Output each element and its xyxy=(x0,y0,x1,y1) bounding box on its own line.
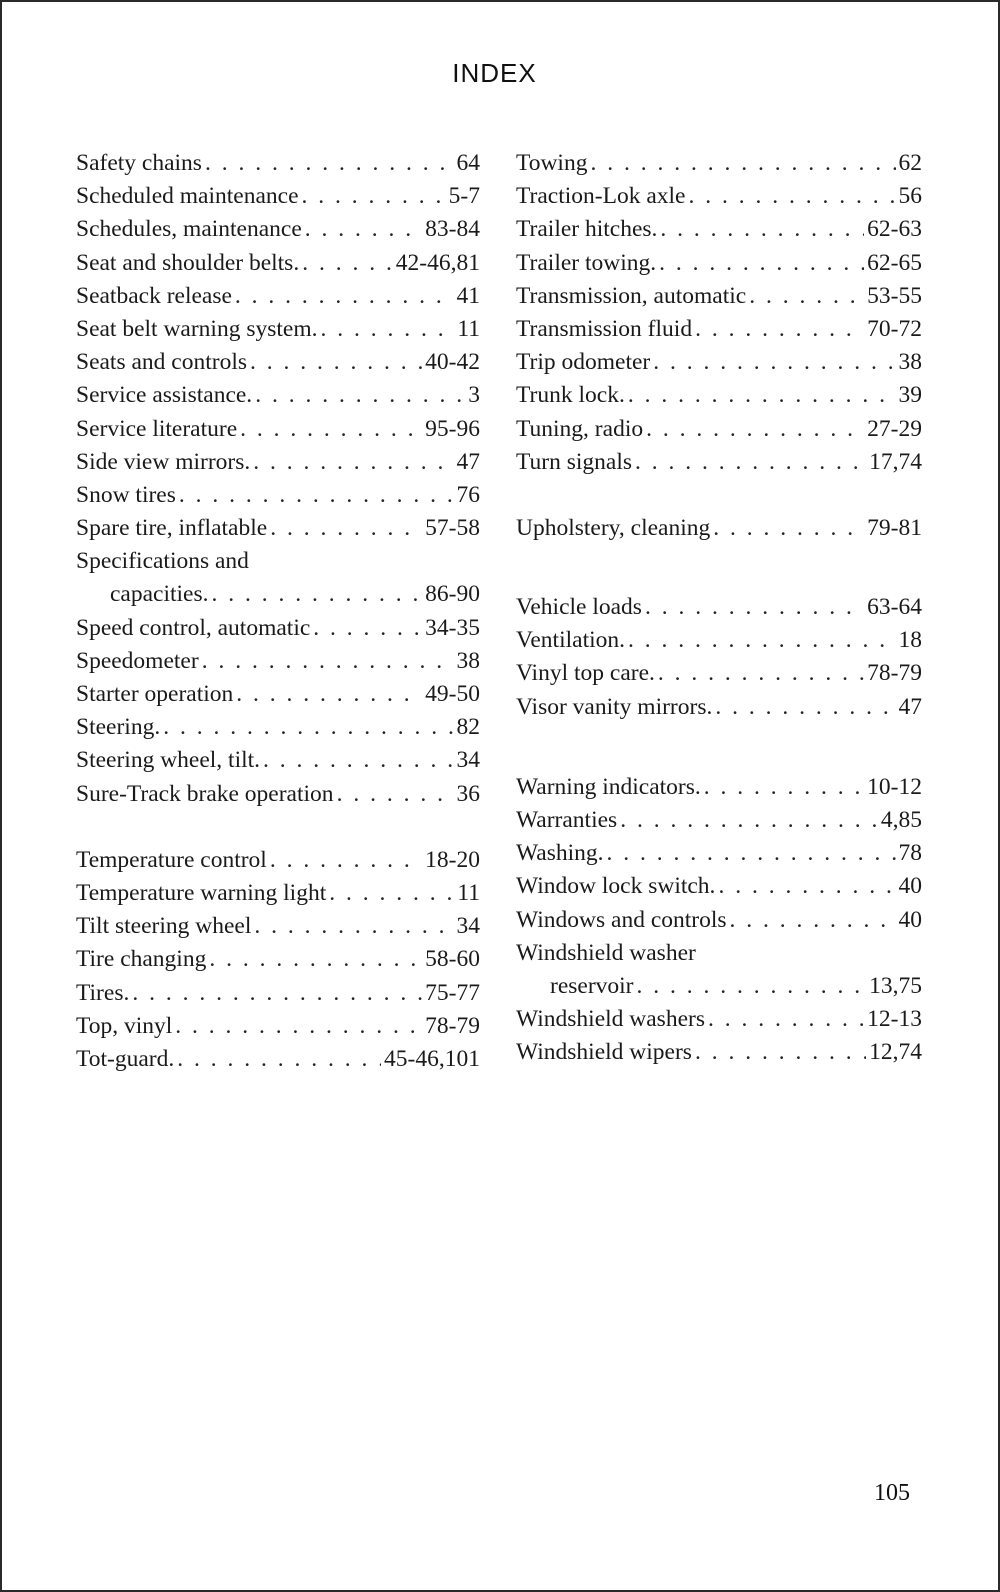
index-group xyxy=(516,1003,922,1069)
index-entry-pages: 12,74 xyxy=(869,1039,922,1066)
index-entry-pages: 79-81 xyxy=(867,514,922,541)
dot-leader xyxy=(645,591,864,624)
index-entry-pages: 27-29 xyxy=(867,415,922,442)
index-entry-pages: 45-46,101 xyxy=(384,1045,480,1072)
index-entry xyxy=(516,446,922,479)
index-entry-term: Windows and controls xyxy=(516,906,727,933)
index-entry xyxy=(516,180,922,213)
index-entry-pages: 47 xyxy=(456,448,480,475)
dot-leader xyxy=(205,147,454,180)
group-spacer xyxy=(516,724,922,771)
index-entry xyxy=(516,624,922,657)
index-entry-pages: 57-58 xyxy=(425,515,480,542)
index-entry xyxy=(76,844,480,877)
index-entry-term: Temperature control xyxy=(76,846,267,873)
index-entry xyxy=(76,446,480,479)
index-entry-pages: 86-90 xyxy=(425,581,480,608)
index-entry xyxy=(76,578,480,611)
index-entry-term: reservoir xyxy=(550,972,634,999)
index-entry xyxy=(76,678,480,711)
index-entry-term: Vinyl top care. xyxy=(516,660,655,687)
dot-leader xyxy=(660,213,864,246)
index-entry-pages: 34 xyxy=(456,913,480,940)
index-entry xyxy=(76,711,480,744)
index-entry xyxy=(76,943,480,976)
index-entry-term: Windshield washers xyxy=(516,1006,705,1033)
index-entry-term: Temperature warning light xyxy=(76,879,327,906)
index-entry-pages: 83-84 xyxy=(425,216,480,243)
dot-leader xyxy=(253,446,453,479)
index-entry xyxy=(76,1010,480,1043)
index-entry-term: Windshield wipers xyxy=(516,1039,692,1066)
dot-leader xyxy=(607,837,896,870)
index-entry xyxy=(516,1036,922,1069)
index-entry-pages: 42-46,81 xyxy=(395,249,480,276)
dot-leader xyxy=(590,147,895,180)
index-entry xyxy=(76,147,480,180)
index-entry-term: Tot-guard. xyxy=(76,1045,175,1072)
index-entry-pages: 18-20 xyxy=(425,846,480,873)
index-entry-term: Seatback release xyxy=(76,282,232,309)
dot-leader xyxy=(658,657,864,690)
index-entry-pages: 40 xyxy=(898,873,922,900)
dot-leader xyxy=(718,870,895,903)
dot-leader xyxy=(313,612,422,645)
index-entry-term: Side view mirrors. xyxy=(76,448,251,475)
index-entry-pages: 12-13 xyxy=(867,1006,922,1033)
dot-leader xyxy=(329,877,454,910)
index-entry-term: Vehicle loads xyxy=(516,594,642,621)
group-spacer xyxy=(76,811,480,844)
index-entry xyxy=(76,280,480,313)
index-entry-term: Service literature xyxy=(76,415,238,442)
index-entry xyxy=(76,977,480,1010)
dot-leader xyxy=(179,479,454,512)
index-entry xyxy=(76,1043,480,1076)
index-entry xyxy=(76,910,480,943)
index-entry-term: Service assistance. xyxy=(76,382,253,409)
index-entry-term: Upholstery, cleaning xyxy=(516,514,711,541)
dot-leader xyxy=(704,771,864,804)
index-entry-term: Trunk lock. xyxy=(516,382,625,409)
index-entry xyxy=(516,512,922,545)
index-entry-pages: 78-79 xyxy=(867,660,922,687)
dot-leader xyxy=(620,804,878,837)
index-entry-pages: 63-64 xyxy=(867,594,922,621)
index-entry xyxy=(76,213,480,246)
index-entry-term: Window lock switch. xyxy=(516,873,716,900)
dot-leader xyxy=(209,943,422,976)
index-entry-term: Sure-Track brake operation xyxy=(76,780,334,807)
index-entry xyxy=(76,612,480,645)
dot-leader xyxy=(255,379,465,412)
dot-leader xyxy=(212,578,423,611)
index-entry-term: Scheduled maintenance xyxy=(76,183,299,210)
index-entry-pages: 49-50 xyxy=(425,681,480,707)
index-entry-term: Transmission fluid xyxy=(516,315,693,342)
index-entry-pages: 5-7 xyxy=(448,183,480,210)
page-number: 105 xyxy=(874,1480,910,1506)
index-entry xyxy=(516,771,922,804)
index-entry xyxy=(76,877,480,910)
index-entry-term: Washing. xyxy=(516,840,604,867)
index-entry-pages: 62-63 xyxy=(867,216,922,243)
index-entry xyxy=(76,180,480,213)
index-entry xyxy=(76,744,480,777)
index-entry xyxy=(76,413,480,446)
index-entry xyxy=(516,147,922,180)
dot-leader xyxy=(713,512,864,545)
index-entry xyxy=(516,247,922,280)
index-entry-pages: 34 xyxy=(456,747,480,774)
index-entry-pages: 40 xyxy=(898,906,922,933)
dot-leader xyxy=(250,346,422,379)
index-entry-pages: 64 xyxy=(456,150,480,176)
index-entry xyxy=(516,313,922,346)
dot-leader xyxy=(730,904,896,937)
index-entry-term: Windshield washer xyxy=(516,939,696,966)
index-entry-term: Ventilation. xyxy=(516,627,625,654)
index-entry-term: Seats and controls xyxy=(76,349,247,376)
index-entry-term: Visor vanity mirrors. xyxy=(516,693,713,720)
index-group xyxy=(516,591,922,724)
index-entry xyxy=(516,691,922,724)
group-spacer xyxy=(516,479,922,512)
index-entry xyxy=(516,1003,922,1036)
index-group xyxy=(516,512,922,545)
dot-leader xyxy=(628,379,896,412)
index-group xyxy=(76,147,480,545)
index-entry-term: Turn signals xyxy=(516,448,633,475)
index-entry xyxy=(76,313,480,346)
index-entry-term: capacities. xyxy=(110,581,209,608)
index-entry-term: Specifications and xyxy=(76,548,249,575)
index-entry-pages: 75-77 xyxy=(425,979,480,1006)
dot-leader xyxy=(202,645,454,678)
index-entry-pages: 95-96 xyxy=(425,415,480,442)
index-entry-pages: 82 xyxy=(456,714,480,741)
dot-leader xyxy=(270,512,422,545)
index-entry-pages: 13,75 xyxy=(869,972,922,999)
index-entry xyxy=(516,213,922,246)
index-entry-term: Steering wheel, tilt. xyxy=(76,747,261,774)
index-group xyxy=(76,844,480,1076)
index-entry-pages: 62-65 xyxy=(867,249,922,276)
index-entry xyxy=(516,970,922,1003)
index-entry xyxy=(516,346,922,379)
index-entry xyxy=(76,346,480,379)
index-entry xyxy=(516,804,922,837)
dot-leader xyxy=(337,778,454,811)
index-entry-pages: 78 xyxy=(898,840,922,867)
index-entry-pages: 70-72 xyxy=(867,315,922,342)
index-entry-pages: 34-35 xyxy=(425,614,480,641)
index-entry-pages: 39 xyxy=(898,382,922,409)
dot-leader xyxy=(628,624,896,657)
dot-leader xyxy=(715,691,895,724)
dot-leader xyxy=(175,1010,422,1043)
dot-leader xyxy=(177,1043,381,1076)
index-entry xyxy=(76,247,480,280)
index-entry xyxy=(76,479,480,512)
index-entry-pages: 10-12 xyxy=(867,773,922,800)
index-entry-term: Trailer hitches. xyxy=(516,216,658,243)
dot-leader xyxy=(695,313,864,346)
dot-leader xyxy=(320,313,454,346)
dot-leader xyxy=(302,247,393,280)
index-entry-term: Warning indicators. xyxy=(516,773,701,800)
dot-leader xyxy=(646,413,864,446)
index-entry-term: Speedometer xyxy=(76,647,199,674)
index-entry xyxy=(516,870,922,903)
index-entry-term: Top, vinyl xyxy=(76,1012,173,1039)
group-spacer xyxy=(516,545,922,591)
index-entry xyxy=(516,904,922,937)
index-entry-pages: 4,85 xyxy=(880,807,922,833)
index-entry-term: Starter operation xyxy=(76,681,234,707)
index-entry xyxy=(516,657,922,690)
dot-leader xyxy=(235,280,454,313)
index-entry-pages: 36 xyxy=(456,780,480,807)
index-entry-term: Trip odometer xyxy=(516,349,651,376)
index-entry-term: Schedules, maintenance xyxy=(76,216,302,243)
index-entry-pages: 11 xyxy=(457,315,480,342)
index-entry-pages: 41 xyxy=(456,282,480,309)
dot-leader xyxy=(708,1003,864,1036)
dot-leader xyxy=(236,678,422,711)
dot-leader xyxy=(305,213,422,246)
index-entry xyxy=(516,413,922,446)
index-entry-term: Seat belt warning system. xyxy=(76,315,318,342)
index-entry-term: Speed control, automatic xyxy=(76,614,311,641)
index-entry xyxy=(516,280,922,313)
index-entry xyxy=(76,645,480,678)
index-group xyxy=(76,612,480,811)
dot-leader xyxy=(659,247,864,280)
index-entry-term: Traction-Lok axle xyxy=(516,183,686,210)
index-entry-term: Safety chains xyxy=(76,150,202,176)
index-entry xyxy=(516,591,922,624)
dot-leader xyxy=(688,180,895,213)
index-entry-term: Warranties xyxy=(516,807,618,833)
index-entry-term: Tuning, radio xyxy=(516,415,644,442)
index-entry-pages: 11 xyxy=(457,879,480,906)
index-entry xyxy=(76,778,480,811)
index-entry-pages: 56 xyxy=(898,183,922,210)
index-entry-term: Steering. xyxy=(76,714,161,741)
dot-leader xyxy=(653,346,895,379)
index-entry-pages: 53-55 xyxy=(867,282,922,309)
dot-leader xyxy=(635,446,866,479)
index-column-right xyxy=(516,147,922,1070)
dot-leader xyxy=(254,910,453,943)
index-entry-term: Trailer towing. xyxy=(516,249,657,276)
index-entry-pages: 18 xyxy=(898,627,922,654)
index-group xyxy=(516,147,922,479)
index-title: INDEX xyxy=(452,58,537,88)
index-entry-pages: 17,74 xyxy=(869,448,922,475)
index-entry-pages: 78-79 xyxy=(425,1012,480,1039)
index-entry xyxy=(516,379,922,412)
index-entry-term: Seat and shoulder belts. xyxy=(76,249,300,276)
index-entry xyxy=(76,379,480,412)
index-entry-term: Towing xyxy=(516,150,588,176)
index-entry-pages: 38 xyxy=(898,349,922,376)
index-entry-term: Tire changing xyxy=(76,946,207,973)
dot-leader xyxy=(695,1036,866,1069)
dot-leader xyxy=(132,977,422,1010)
index-entry-term: Spare tire, inflatable xyxy=(76,515,268,542)
index-entry xyxy=(76,512,480,545)
index-entry-pages: 62 xyxy=(898,150,922,176)
index-group xyxy=(516,771,922,937)
index-entry-term: Tires. xyxy=(76,979,130,1006)
dot-leader xyxy=(163,711,453,744)
index-entry-pages: 40-42 xyxy=(425,349,480,376)
index-entry-term: Snow tires xyxy=(76,481,176,508)
index-entry-term: Tilt steering wheel xyxy=(76,913,252,940)
dot-leader xyxy=(302,180,446,213)
index-entry-term: Transmission, automatic xyxy=(516,282,747,309)
index-entry-pages: 3 xyxy=(468,382,480,409)
index-entry-pages: 38 xyxy=(456,647,480,674)
index-column-left xyxy=(76,147,480,1076)
index-entry-pages: 47 xyxy=(898,693,922,720)
index-entry xyxy=(516,837,922,870)
dot-leader xyxy=(270,844,422,877)
index-entry-pages: 58-60 xyxy=(425,946,480,973)
dot-leader xyxy=(240,413,422,446)
dot-leader xyxy=(263,744,453,777)
index-entry-pages: 76 xyxy=(456,481,480,508)
dot-leader xyxy=(637,970,867,1003)
dot-leader xyxy=(749,280,864,313)
